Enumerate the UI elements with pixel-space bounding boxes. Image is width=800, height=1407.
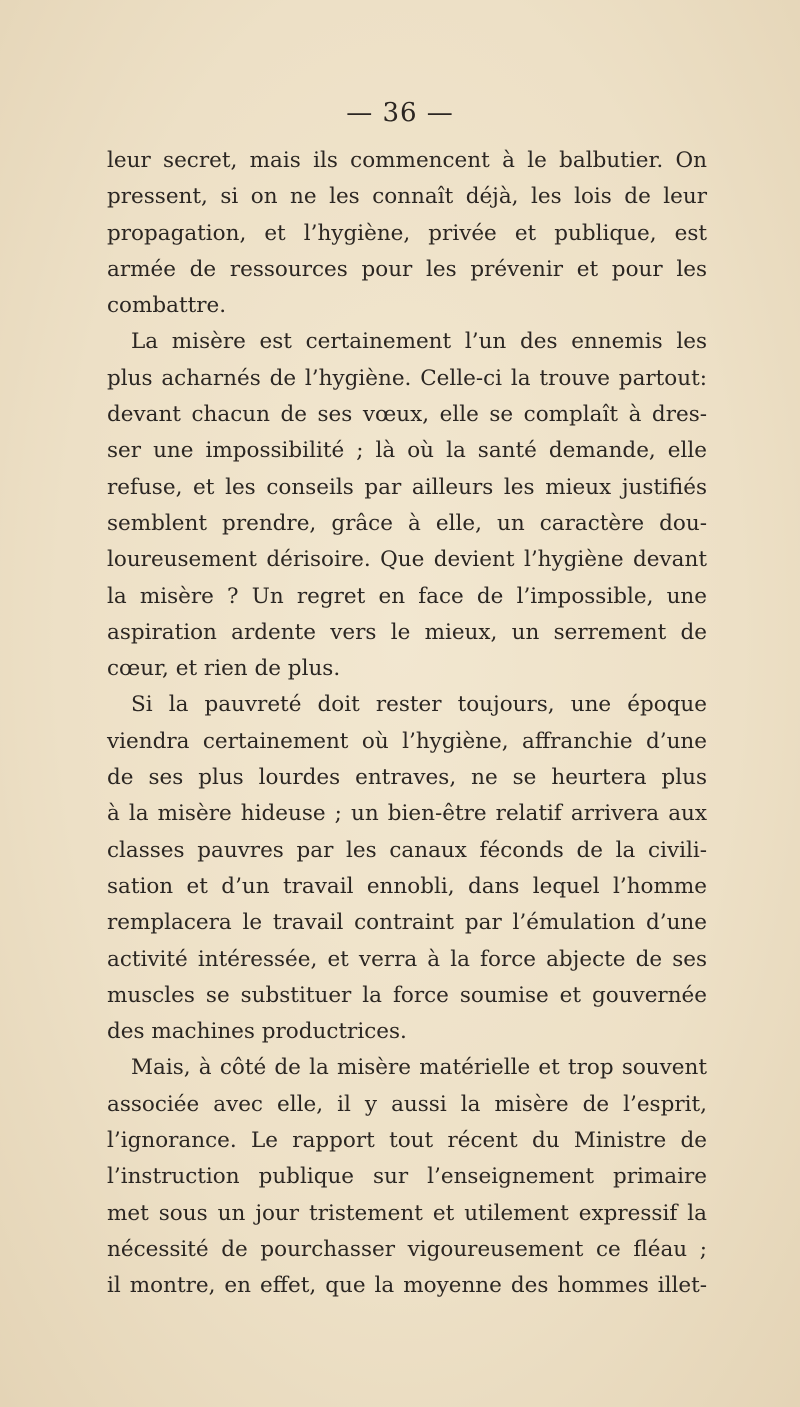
text-line: sation et d’un travail ennobli, dans lequel l’homme: [107, 873, 707, 899]
text-line: à la misère hideuse ; un bien-être relatif arrivera aux: [107, 801, 707, 827]
text-line: leur secret, mais ils commencent à le balbutier. On: [107, 148, 707, 173]
body-text: [107, 143, 707, 1305]
text-line: refuse, et les conseils par ailleurs les mieux justifiés: [107, 474, 707, 500]
text-line: de ses plus lourdes entraves, ne se heurtera plus: [107, 765, 707, 791]
paragraph-start-line: Si la pauvreté doit rester toujours, une époque: [131, 692, 707, 718]
text-line: il montre, en effet, que la moyenne des hommes illet-: [107, 1273, 707, 1299]
text-line: associée avec elle, il y aussi la misère de l’esprit,: [107, 1091, 707, 1117]
text-line: muscles se substituer la force soumise et gouvernée: [107, 982, 707, 1008]
text-line: nécessité de pourchasser vigoureusement ce fléau ;: [107, 1236, 707, 1262]
text-line: la misère ? Un regret en face de l’impossible, une: [107, 583, 707, 609]
text-line: semblent prendre, grâce à elle, un caractère dou-: [107, 510, 707, 536]
text-line: activité intéressée, et verra à la force abjecte de ses: [107, 946, 707, 972]
paragraph-start-line: La misère est certainement l’un des ennemis les: [131, 329, 707, 355]
text-line: combattre.: [107, 293, 227, 319]
page-number: — 36 —: [346, 98, 454, 128]
text-line: devant chacun de ses vœux, elle se complaît à dres-: [107, 402, 707, 428]
text-line: classes pauvres par les canaux féconds de la civili-: [107, 837, 707, 863]
text-line: l’instruction publique sur l’enseignement primaire: [107, 1164, 707, 1190]
text-line: plus acharnés de l’hygiène. Celle-ci la trouve partout:: [107, 365, 707, 391]
text-line: ser une impossibilité ; là où la santé demande, elle: [107, 438, 707, 464]
text-line: l’ignorance. Le rapport tout récent du Ministre de: [107, 1128, 707, 1154]
paragraph-start-line: Mais, à côté de la misère matérielle et trop souvent: [131, 1055, 707, 1081]
text-line: aspiration ardente vers le mieux, un serrement de: [107, 619, 707, 645]
text-line: des machines productrices.: [107, 1019, 407, 1045]
text-line: viendra certainement où l’hygiène, affranchie d’une: [107, 728, 707, 754]
text-line: armée de ressources pour les prévenir et pour les: [107, 256, 707, 282]
text-line: propagation, et l’hygiène, privée et publique, est: [107, 220, 707, 246]
text-line: cœur, et rien de plus.: [107, 656, 341, 682]
text-line: remplacera le travail contraint par l’émulation d’une: [107, 910, 707, 936]
text-line: loureusement dérisoire. Que devient l’hygiène devant: [107, 547, 707, 573]
text-line: met sous un jour tristement et utilement expressif la: [107, 1200, 707, 1226]
text-line: pressent, si on ne les connaît déjà, les lois de leur: [107, 184, 707, 210]
